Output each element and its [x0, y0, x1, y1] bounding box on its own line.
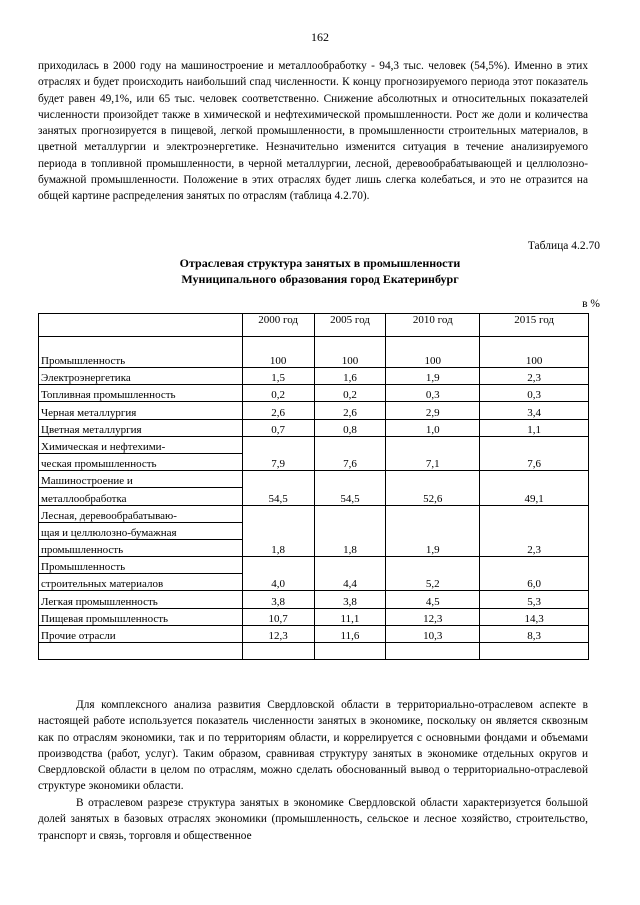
row-value [480, 557, 589, 574]
row-value: 4,4 [314, 574, 386, 591]
table-row [39, 385, 589, 402]
table-row [39, 608, 589, 625]
row-label: Промышленность [39, 337, 243, 368]
row-value [314, 471, 386, 488]
intro-paragraph: приходилась в 2000 году на машиностроение и металлообработку - 94,3 тыс. человек (54,5%). Именно в этих отраслях и будет происходить наибольший спад численности. К концу прогнозируемого периода этот показатель будет равен 49,1%, или 65 тыс. человек соответственно. Снижение абсолютных и относительных показателей численности произойдет также в химической и нефтехимической промышленности. Рост же доли и количества занятых прогнозируется в пищевой, легкой промышленности, в промышленности строительных материалов, в цветной металлургии и электроэнергетике. Незначительно изменится ситуация в течение анализируемого периода в топливной промышленности, в черной металлургии, лесной, деревообрабатывающей и целлюлозно-бумажной промышленности. Положение в этих отраслях будет лишь слегка колебаться, и это не отразится на общей картине распределения занятых по отраслям (таблица 4.2.70). [38, 60, 588, 203]
row-label: Химическая и нефтехими- [39, 436, 243, 453]
row-value: 3,8 [314, 591, 386, 608]
row-value: 14,3 [480, 608, 589, 625]
row-value [242, 557, 314, 574]
row-label: щая и целлюлозно-бумажная [39, 522, 243, 539]
table-header-row [39, 314, 589, 337]
table-row [39, 402, 589, 419]
row-value: 2,6 [314, 402, 386, 419]
row-value: 100 [386, 337, 480, 368]
row-value: 7,6 [314, 453, 386, 470]
row-value: 11,1 [314, 608, 386, 625]
row-value [480, 436, 589, 453]
table-title-line-2: Муниципального образования город Екатеринбург [181, 271, 459, 286]
row-label: Черная металлургия [39, 402, 243, 419]
row-value [480, 505, 589, 522]
row-value [242, 522, 314, 539]
row-value: 3,4 [480, 402, 589, 419]
row-label: промышленность [39, 539, 243, 556]
row-value: 2,6 [242, 402, 314, 419]
row-value: 12,3 [242, 625, 314, 642]
table-row [39, 368, 589, 385]
row-label: ческая промышленность [39, 453, 243, 470]
row-value: 2,9 [386, 402, 480, 419]
column-header: 2015 год [480, 314, 589, 337]
table-reference: Таблица 4.2.70 [527, 240, 600, 252]
row-value: 4,0 [242, 574, 314, 591]
row-value [242, 505, 314, 522]
row-label: Пищевая промышленность [39, 608, 243, 625]
row-value: 100 [314, 337, 386, 368]
unit-label: в % [582, 298, 600, 310]
row-value: 7,9 [242, 453, 314, 470]
row-value [386, 505, 480, 522]
row-value [386, 522, 480, 539]
employment-structure-table [38, 313, 589, 660]
row-value: 0,8 [314, 419, 386, 436]
table-row [39, 419, 589, 436]
row-value: 2,3 [480, 368, 589, 385]
row-label: Легкая промышленность [39, 591, 243, 608]
empty-cell [480, 643, 589, 660]
column-header: 2010 год [386, 314, 480, 337]
row-value: 1,8 [314, 539, 386, 556]
empty-cell [386, 643, 480, 660]
row-value [314, 436, 386, 453]
row-value: 0,2 [242, 385, 314, 402]
row-value [480, 471, 589, 488]
page-number: 162 [311, 30, 329, 44]
row-value: 1,0 [386, 419, 480, 436]
table-body [39, 337, 589, 660]
row-value: 6,0 [480, 574, 589, 591]
row-value [242, 436, 314, 453]
row-value: 1,9 [386, 539, 480, 556]
row-value: 54,5 [242, 488, 314, 505]
row-value [242, 471, 314, 488]
row-value: 7,6 [480, 453, 589, 470]
row-value: 0,2 [314, 385, 386, 402]
row-value: 1,9 [386, 368, 480, 385]
row-label: Электроэнергетика [39, 368, 243, 385]
empty-cell [314, 643, 386, 660]
row-label: Прочие отрасли [39, 625, 243, 642]
table-row [39, 574, 589, 591]
row-value: 54,5 [314, 488, 386, 505]
row-value [386, 471, 480, 488]
row-label: Машиностроение и [39, 471, 243, 488]
row-value: 12,3 [386, 608, 480, 625]
row-value: 0,7 [242, 419, 314, 436]
row-value: 52,6 [386, 488, 480, 505]
table-title-line-1: Отраслевая структура занятых в промышленности [179, 256, 461, 270]
row-value: 4,5 [386, 591, 480, 608]
row-value: 49,1 [480, 488, 589, 505]
row-value: 8,3 [480, 625, 589, 642]
row-value: 0,3 [480, 385, 589, 402]
table-row [39, 539, 589, 556]
row-label: строительных материалов [39, 574, 243, 591]
row-value [314, 505, 386, 522]
row-value: 1,8 [242, 539, 314, 556]
row-value: 3,8 [242, 591, 314, 608]
row-value: 1,5 [242, 368, 314, 385]
column-header: 2000 год [242, 314, 314, 337]
row-value: 5,2 [386, 574, 480, 591]
row-value [386, 557, 480, 574]
empty-cell [39, 643, 243, 660]
row-label: Цветная металлургия [39, 419, 243, 436]
sector-paragraph: В отраслевом разрезе структура занятых в экономике Свердловской области характеризуется большой долей занятых в базовых отраслях экономики (промышленность, сельское и лесное хозяйство, строительство, транспорт и связь, торговля и общественное [38, 797, 588, 842]
row-label: Промышленность [39, 557, 243, 574]
row-value: 5,3 [480, 591, 589, 608]
header-empty-cell [39, 314, 243, 337]
table-row [39, 591, 589, 608]
row-value: 11,6 [314, 625, 386, 642]
row-value [480, 522, 589, 539]
row-value [314, 557, 386, 574]
row-value: 100 [480, 337, 589, 368]
table-title [0, 256, 640, 287]
table-row [39, 557, 589, 574]
column-header: 2005 год [314, 314, 386, 337]
row-value: 0,3 [386, 385, 480, 402]
table-row [39, 505, 589, 522]
table-empty-row [39, 643, 589, 660]
row-value: 10,3 [386, 625, 480, 642]
table-row [39, 625, 589, 642]
row-value: 1,6 [314, 368, 386, 385]
table-row [39, 453, 589, 470]
table-row [39, 471, 589, 488]
table-row [39, 436, 589, 453]
row-value [386, 436, 480, 453]
row-value: 1,1 [480, 419, 589, 436]
row-value: 7,1 [386, 453, 480, 470]
table-row [39, 337, 589, 368]
row-label: Топливная промышленность [39, 385, 243, 402]
row-value [314, 522, 386, 539]
analysis-paragraph: Для комплексного анализа развития Свердловской области в территориально-отраслевом аспекте в настоящей работе используется показатель численности занятых в экономике, поскольку он является сквозным как по отраслям экономики, так и по территориям области, и коррелируется с основными фондами и объемами производства (работ, услуг). Таким образом, сравнивая структуру занятых в экономике отдельных округов и Свердловской области в целом по отраслям, можно сделать обоснованный вывод о территориально-отраслевой структуре экономики области. [38, 699, 588, 793]
table-row [39, 488, 589, 505]
row-label: Лесная, деревообрабатываю- [39, 505, 243, 522]
table-row [39, 522, 589, 539]
row-value: 2,3 [480, 539, 589, 556]
row-label: металлообработка [39, 488, 243, 505]
row-value: 100 [242, 337, 314, 368]
row-value: 10,7 [242, 608, 314, 625]
empty-cell [242, 643, 314, 660]
